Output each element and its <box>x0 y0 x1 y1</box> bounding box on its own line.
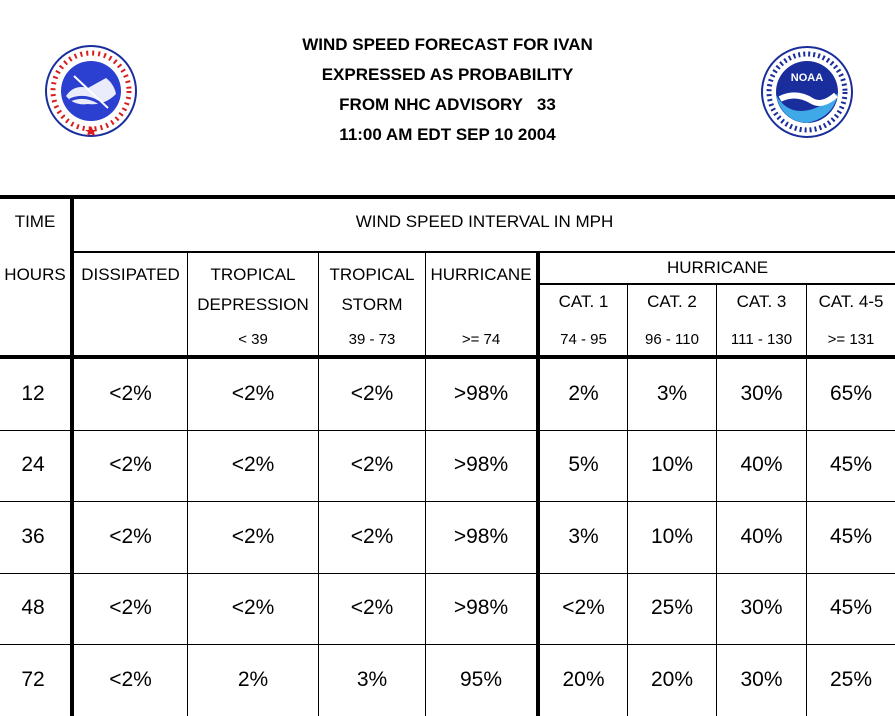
probability-cell: 45% <box>829 525 873 548</box>
probability-cell: 2% <box>237 668 269 691</box>
title-line-2: EXPRESSED AS PROBABILITY <box>321 65 574 84</box>
probability-cell: >98% <box>453 453 509 476</box>
row-hours: 48 <box>21 596 45 619</box>
time-header: TIME <box>14 212 56 231</box>
probability-cell: >98% <box>453 525 509 548</box>
row-hours: 12 <box>21 382 45 405</box>
column-header-line2: STORM <box>341 295 403 314</box>
noaa-logo <box>760 45 854 139</box>
probability-cell: <2% <box>109 453 152 476</box>
probability-cell: 3% <box>568 525 599 548</box>
probability-cell: 95% <box>459 668 503 691</box>
title-line-1: WIND SPEED FORECAST FOR IVAN <box>302 35 593 54</box>
probability-cell: <2% <box>350 453 394 476</box>
probability-cell: <2% <box>231 596 275 619</box>
probability-cell: <2% <box>350 596 394 619</box>
column-header-line1: HURRICANE <box>430 265 532 284</box>
column-range: >= 131 <box>827 331 875 348</box>
hurricane-group-header: HURRICANE <box>666 258 769 277</box>
probability-cell: 25% <box>650 596 694 619</box>
column-range: >= 74 <box>461 331 501 348</box>
noaa-logo-text: NOAA <box>790 72 824 84</box>
probability-cell: 5% <box>568 453 599 476</box>
probability-cell: <2% <box>231 382 275 405</box>
probability-cell: 20% <box>562 668 605 691</box>
probability-cell: >98% <box>453 596 509 619</box>
row-divider <box>0 573 895 574</box>
probability-cell: 10% <box>650 453 694 476</box>
probability-cell: 30% <box>740 596 783 619</box>
row-divider <box>0 501 895 502</box>
title-line-3: FROM NHC ADVISORY 33 <box>339 95 556 114</box>
row-hours: 72 <box>21 668 45 691</box>
column-divider <box>425 251 426 716</box>
row-divider <box>0 644 895 645</box>
probability-cell: 65% <box>829 382 873 405</box>
probability-cell: 40% <box>740 525 783 548</box>
probability-cell: <2% <box>231 525 275 548</box>
row-divider <box>0 430 895 431</box>
probability-cell: <2% <box>350 525 394 548</box>
header-divider <box>72 251 895 253</box>
title-line-4: 11:00 AM EDT SEP 10 2004 <box>339 125 556 144</box>
column-range: < 39 <box>238 331 268 348</box>
column-header-line1: DISSIPATED <box>81 265 180 284</box>
probability-cell: 25% <box>829 668 873 691</box>
probability-cell: 30% <box>740 382 783 405</box>
probability-cell: 10% <box>650 525 694 548</box>
probability-cell: <2% <box>109 596 152 619</box>
column-range: 111 - 130 <box>730 331 793 348</box>
probability-cell: <2% <box>109 382 152 405</box>
table-top-border <box>0 195 895 199</box>
probability-cell: 20% <box>650 668 694 691</box>
probability-cell: 3% <box>656 382 688 405</box>
probability-cell: 45% <box>829 596 873 619</box>
column-header-line1: CAT. 1 <box>558 292 609 311</box>
row-hours: 24 <box>21 453 45 476</box>
column-range: 74 - 95 <box>560 331 607 348</box>
probability-cell: >98% <box>453 382 509 405</box>
column-divider <box>187 251 188 716</box>
probability-cell: 30% <box>740 668 783 691</box>
column-header-line2: DEPRESSION <box>197 295 309 314</box>
column-header-line1: TROPICAL <box>329 265 415 284</box>
probability-cell: <2% <box>109 668 152 691</box>
column-range: 96 - 110 <box>645 331 699 348</box>
column-header-line1: CAT. 3 <box>736 292 787 311</box>
column-range: 39 - 73 <box>348 331 396 348</box>
probability-cell: <2% <box>562 596 605 619</box>
probability-cell: <2% <box>109 525 152 548</box>
column-header-line1: CAT. 2 <box>647 292 697 311</box>
hurricane-group-border <box>536 251 540 716</box>
probability-cell: 40% <box>740 453 783 476</box>
probability-cell: 45% <box>829 453 873 476</box>
hours-header: HOURS <box>4 265 66 284</box>
probability-cell: 2% <box>568 382 599 405</box>
row-hours: 36 <box>21 525 45 548</box>
column-header-line1: CAT. 4-5 <box>818 292 884 311</box>
probability-cell: <2% <box>350 382 394 405</box>
interval-header: WIND SPEED INTERVAL IN MPH <box>355 212 614 231</box>
header-bottom-border <box>0 355 895 359</box>
probability-cell: <2% <box>231 453 275 476</box>
column-divider <box>318 251 319 716</box>
probability-cell: 3% <box>356 668 388 691</box>
column-header-line1: TROPICAL <box>210 265 296 284</box>
nws-logo <box>44 44 138 138</box>
